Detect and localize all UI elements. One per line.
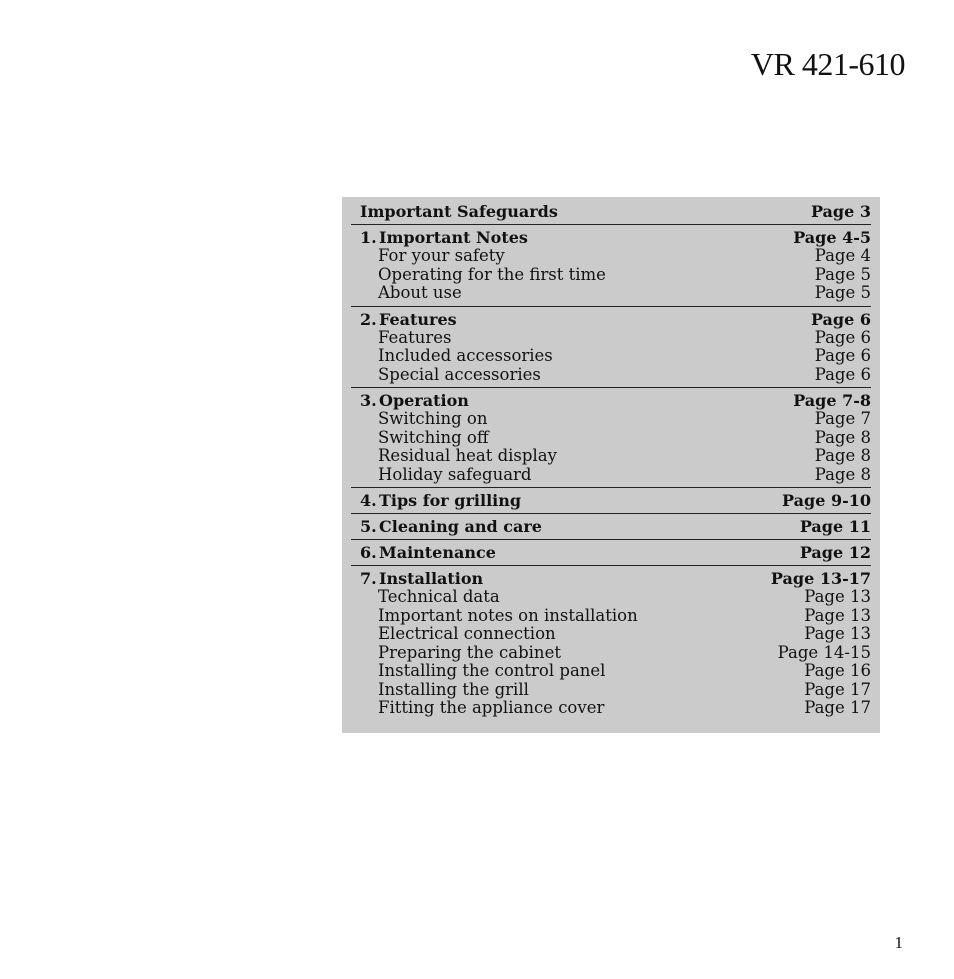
toc-item-row[interactable] (351, 429, 871, 448)
toc-heading-page: Page 6 (810, 309, 871, 329)
toc-section-important-notes (351, 224, 871, 306)
toc-item-row[interactable] (351, 284, 871, 303)
toc-section-safeguards (351, 202, 871, 224)
toc-item-page: Page 13 (804, 624, 871, 643)
toc-heading-page: Page 9-10 (782, 491, 871, 510)
toc-item-label: Preparing the cabinet (378, 642, 561, 662)
toc-item-page: Page 4 (814, 246, 871, 265)
toc-heading-row[interactable] (351, 310, 871, 329)
toc-item-row[interactable] (351, 366, 871, 385)
toc-item-row[interactable] (351, 447, 871, 466)
toc-heading-row[interactable] (351, 202, 871, 221)
toc-item-page: Page 14-15 (777, 642, 871, 662)
toc-heading-label: Features (379, 309, 457, 329)
toc-item-row[interactable] (351, 247, 871, 266)
toc-item-row[interactable] (351, 410, 871, 429)
toc-heading-label: Tips for grilling (379, 491, 522, 510)
toc-item-label: Holiday safeguard (378, 464, 532, 484)
toc-item-label: About use (378, 283, 462, 302)
toc-item-page: Page 17 (804, 679, 871, 699)
toc-section-number: 6. (360, 543, 377, 562)
toc-heading-page: Page 4-5 (793, 228, 871, 247)
toc-heading-page: Page 13-17 (770, 569, 871, 588)
toc-heading-page: Page 7-8 (793, 391, 871, 410)
table-of-contents (342, 197, 880, 733)
toc-item-label: Residual heat display (378, 446, 557, 465)
toc-item-label: Included accessories (378, 346, 553, 365)
toc-item-page: Page 16 (804, 661, 871, 680)
model-title: VR 421-610 (750, 46, 905, 82)
toc-item-page: Page 6 (814, 364, 871, 384)
toc-item-label: For your safety (378, 246, 505, 265)
toc-item-label: Electrical connection (378, 624, 556, 643)
toc-heading-row[interactable] (351, 228, 871, 247)
toc-item-page: Page 5 (814, 264, 871, 284)
toc-heading-label: Important Notes (379, 228, 528, 247)
toc-item-row[interactable] (351, 681, 871, 700)
toc-item-label: Technical data (378, 587, 500, 606)
toc-item-label: Operating for the first time (378, 264, 606, 284)
toc-item-page: Page 5 (814, 283, 871, 302)
toc-section-number: 7. (360, 569, 377, 588)
toc-section-number: 4. (360, 491, 377, 510)
toc-item-page: Page 6 (814, 346, 871, 365)
toc-item-page: Page 8 (814, 427, 871, 447)
toc-section-number: 2. (360, 309, 377, 329)
toc-item-page: Page 13 (804, 605, 871, 625)
toc-heading-page: Page 3 (810, 202, 871, 221)
toc-item-row[interactable] (351, 329, 871, 348)
toc-item-page: Page 8 (814, 446, 871, 465)
toc-heading-label: Important Safeguards (360, 202, 558, 221)
toc-item-label: Installing the control panel (378, 661, 606, 680)
toc-heading-row[interactable] (351, 569, 871, 588)
toc-section-features (351, 306, 871, 388)
toc-item-label: Important notes on installation (378, 605, 638, 625)
toc-section-number: 1. (360, 228, 377, 247)
toc-section-installation (351, 565, 871, 721)
toc-heading-page: Page 11 (799, 517, 871, 536)
toc-heading-label: Maintenance (379, 543, 496, 562)
toc-item-page: Page 6 (814, 327, 871, 347)
page-number: 1 (894, 933, 903, 952)
toc-item-row[interactable] (351, 625, 871, 644)
toc-item-label: Fitting the appliance cover (378, 698, 605, 717)
toc-item-row[interactable] (351, 644, 871, 663)
toc-section-number: 5. (360, 517, 377, 536)
toc-item-page: Page 13 (804, 587, 871, 606)
toc-heading-label: Cleaning and care (379, 517, 542, 536)
toc-item-page: Page 7 (814, 409, 871, 428)
toc-heading-label: Operation (379, 391, 469, 410)
toc-item-row[interactable] (351, 266, 871, 285)
toc-section-operation (351, 387, 871, 487)
toc-section-tips-for-grilling (351, 487, 871, 513)
toc-item-label: Features (378, 327, 452, 347)
toc-item-row[interactable] (351, 662, 871, 681)
toc-item-label: Installing the grill (378, 679, 529, 699)
toc-item-label: Special accessories (378, 364, 541, 384)
toc-section-number: 3. (360, 391, 377, 410)
toc-item-row[interactable] (351, 588, 871, 607)
toc-heading-row[interactable] (351, 391, 871, 410)
toc-heading-page: Page 12 (799, 543, 871, 562)
toc-item-row[interactable] (351, 347, 871, 366)
toc-item-row[interactable] (351, 607, 871, 626)
toc-heading-label: Installation (379, 569, 484, 588)
toc-item-row[interactable] (351, 466, 871, 485)
toc-heading-row[interactable] (351, 491, 871, 510)
toc-item-label: Switching on (378, 409, 488, 428)
toc-section-maintenance (351, 539, 871, 565)
toc-item-page: Page 17 (804, 698, 871, 717)
toc-section-cleaning-and-care (351, 513, 871, 539)
toc-item-page: Page 8 (814, 464, 871, 484)
toc-item-row[interactable] (351, 699, 871, 718)
toc-item-label: Switching off (378, 427, 489, 447)
toc-heading-row[interactable] (351, 517, 871, 536)
toc-heading-row[interactable] (351, 543, 871, 562)
